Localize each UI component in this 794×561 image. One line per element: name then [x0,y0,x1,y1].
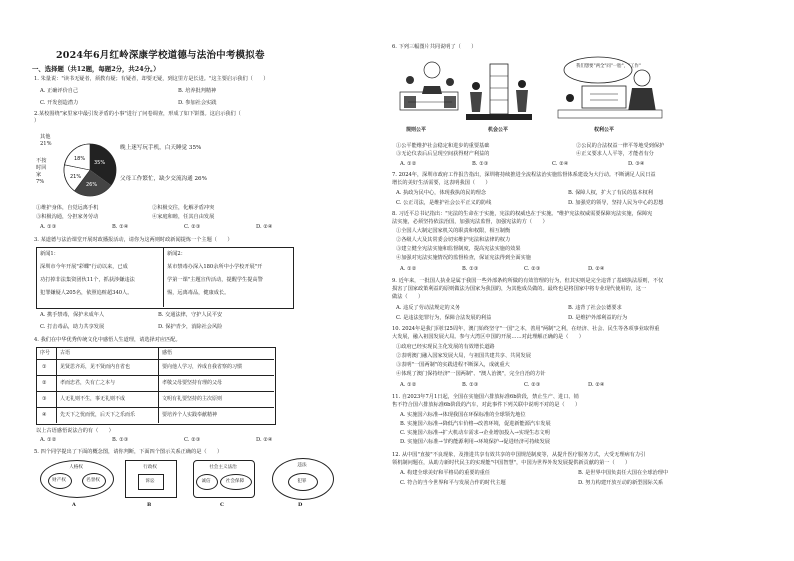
q8-item-1: ①全国人大制定国家机关的职责和权限，相互制衡 [396,228,511,234]
q8-option-b[interactable]: B. ①③ [462,266,479,272]
q5-caption-a[interactable]: A [72,502,76,508]
q4-row1-no: ① [42,364,47,370]
q5-diagram-c-inner2-label: 社会保障 [225,479,245,484]
q6-caption-1: 规则公平 [406,127,427,133]
q4-option-c[interactable]: C. ②③ [184,437,201,443]
q6-item-3: ③无论仪表后后呈现空间获得财产利益的 [396,151,490,157]
q5-diagram-a-label: 人格权 [69,465,83,470]
q8-stem-2: 法实施，必须坚持依法治国，加强宪法监督，加强宪法的方（ ） [392,219,548,225]
q4-row4-quote: 先天下之忧而忧，后天下之乐而乐 [60,412,136,418]
q9-option-d[interactable]: D. 是维护外部利益的行为 [568,315,628,321]
q2-option-b[interactable]: B. ①④ [112,224,129,230]
svg-text:18%: 18% [74,156,86,162]
q8-stem: 8. 习近平总书记指出："宪法的生命在于实施，宪法的权威也在于实施。"维护宪法权威需要保障宪法实施，保障宪 [392,211,653,217]
q4-row4-insight: 要培养个人实践奉献精神 [162,412,218,418]
q9-option-a[interactable]: A. 违反了劳动法规定的义务 [396,305,461,311]
q9-stem-3: 做法（ ） [392,294,424,300]
q10-item-3: ③表明"一国两制"的实践进程不断深入，成就重大 [396,362,510,368]
q4-row3-insight: 文明有礼要坚持的主次原则 [162,396,223,402]
q11-option-d[interactable]: D. 实施国六标准→节约能源利用→环境保护→促进经济可持续发展 [400,439,550,445]
q4-stem: 4. 我们在中华优秀传统文化中感悟人生道理，请选择对应匹配。 [34,337,181,343]
q2-option-a[interactable]: A. ①③ [40,224,57,230]
q10-option-a[interactable]: A. ①② [400,382,417,388]
q3-news-divider [163,247,164,307]
q10-option-b[interactable]: B. ①③ [462,382,479,388]
q11-option-c[interactable]: C. 实施国六标准→扩大机动车需求→企业增加投入→实现生态文明 [400,430,550,436]
q6-cartoon-2 [464,56,534,122]
q5-diagram-a-inner2-label: 名誉权 [86,478,100,483]
q1-option-b[interactable]: B. 培养批判精神 [178,88,217,94]
q7-option-c[interactable]: C. 公正司法，是维护社会公平正义的防线 [396,200,492,206]
q6-item-4: ④正义要求人人平等，才能者有分 [576,151,654,157]
q1-option-d[interactable]: D. 参加社会实践 [178,100,217,106]
q8-option-a[interactable]: A. ①② [400,266,417,272]
q3-option-a[interactable]: A. 携手禁毒，保护未成年人 [40,312,105,318]
q6-item-2: ②公民的合法权益一律平等地受到保护 [576,143,665,149]
q6-option-c[interactable]: C. ②④ [552,161,569,167]
q5-caption-c[interactable]: C [220,502,224,508]
q10-option-d[interactable]: D. ②④ [588,382,605,388]
q6-cartoon-bubble: 我们想要"两全"同"一胎"，"工作" [576,64,641,69]
q1-option-a[interactable]: A. 正确评价自己 [40,88,79,94]
q11-stem-2: 售不符合国六排放标准6b阶段的汽车，对此事件下列关联中说明不对的是（ ） [392,402,581,408]
q2-option-d[interactable]: D. ②④ [256,224,273,230]
q5-diagram-d-label: 违法 [297,463,307,468]
q4-row1-insight: 要向他人学习，养成自我省察的习惯 [162,364,243,370]
q9-stem-2: 损害了国家政策利益的原则做法为国家为我国的，为其他成员做的。最终也是将国家中将专业现代使用的，这一 [392,286,647,292]
q8-option-c[interactable]: C. ②③ [524,266,541,272]
q8-option-d[interactable]: D. ②④ [588,266,605,272]
q4-row2-insight: 孝敬父母要坚持有理的父母 [162,380,223,386]
q10-item-2: ②表明澳门融入国家发展大局，与祖国共建共享、共同发展 [396,353,531,359]
q4-ask: 以上古语感悟说法合的有（ ） [36,428,114,434]
q6-option-b[interactable]: B. ①③ [472,161,489,167]
q9-option-c[interactable]: C. 是违法犯罪行为，保障合法发展的利益 [396,315,492,321]
q4-row1-quote: 见贤思齐焉，见不贤而内自省也 [60,364,131,370]
q6-stem: 6. 下列三幅图片共同说明了（ ） [392,44,477,50]
q5-stem: 5. 四个同学提出了下面的概念图，请你判断，下面四个图示关系正确的是（ ） [34,449,223,455]
q3-stem: 3. 某道德与法治课堂开展时政播报活动，请你为这两则时政新闻提炼一个主题（ ） [34,237,233,243]
q4-row-line [36,375,274,376]
q12-option-a[interactable]: A. 构建全球美好和平格局的重要的重任 [400,470,491,476]
q2-legend-late-3: 家 [36,172,42,178]
q6-item-1: ①公平能维护社会稳定和进步的重要基础 [396,143,490,149]
q8-item-3: ③建立健全宪法实施和监督制度，提高宪法实施的效果 [396,246,521,252]
q4-option-b[interactable]: B. ①③ [112,437,129,443]
q4-row3-quote: 人无礼则不生，事无礼则不成 [60,396,126,402]
q4-col-line [56,347,57,423]
q12-option-d[interactable]: D. 努力构建开放互动的新型国际关系 [578,480,664,486]
q3-news2-line3: 惕，远离毒品，健康成长。 [167,290,230,296]
q2-stem-end: ） [34,118,40,124]
q5-diagram-d-inner-label: 犯罪 [297,479,307,484]
q5-diagram-b-label: 行政权 [143,465,157,470]
q7-stem-2: 增长的美好生活需要，这表明我国（ ） [392,180,491,186]
q6-caption-3: 权利公平 [594,127,615,133]
q4-header-no: 序号 [40,350,51,356]
q2-legend-late-1: 不按 [36,158,47,164]
q4-header-insight: 感悟 [162,350,173,356]
q10-stem: 10. 2024年是我门回归25周年，澳门始终坚守"一国"之本，善用"两制"之利，在经济、社会、民生等各项事业取得重 [392,326,660,332]
q7-stem: 7. 2024年，深圳市政府工作报告指出，深圳将持续推进全流程法治实施监督体系建设为大行动。不断满足人民日益 [392,172,656,178]
q8-item-4: ④加强对宪法实施情况的监督检查，保证宪法得到全面实施 [396,255,531,261]
q5-caption-d[interactable]: D [298,502,303,508]
q3-news2-title: 新闻2： [167,251,186,257]
q2-stem: 2.某校围绕"家里家中最引发矛盾的小事"进行了问卷调查，形成了如下饼图。这启示我们（ [34,111,241,117]
q4-row-line [36,359,274,360]
svg-text:35%: 35% [94,160,106,166]
q4-header-quote: 古语 [60,350,71,356]
q3-option-b[interactable]: B. 交通法律，守护人民平安 [158,312,223,318]
q4-row3-no: ③ [42,396,47,402]
q12-stem: 12. 从中国"直接"不良现象，及推进共享有效共享的中国规范制度等，从提升医疗服务方式，大受无理病有力引 [392,452,646,458]
q10-stem-2: 大发展，融入祖国发展大局。参与大湾区中国的开展……对此理解正确的是（ ） [392,334,584,340]
q6-option-a[interactable]: A. ①② [400,161,417,167]
page-title: 2024年6月红岭深康学校道德与法治中考模拟卷 [56,50,265,61]
q10-item-1: ①政府已经实现民主化发展的有效增长道路 [396,344,495,350]
q3-news2-line1: 某市禁毒办深入180余所中小学校开展"开 [167,264,263,270]
q2-pie-chart [60,140,120,200]
q3-option-d[interactable]: D. 保护青少，消除社会风险 [158,324,223,330]
q5-diagram-a-inner1-label: 财产权 [52,478,66,483]
q6-caption-2: 机会公平 [488,127,509,133]
q4-row4-no: ④ [42,412,47,418]
q4-row-line [36,407,274,408]
q2-item-2: ②积极交往，化解矛盾冲突 [152,205,215,211]
q3-news1-line3: 犯罪嫌疑人205名，依照追赃超340人。 [40,290,133,296]
q12-option-c[interactable]: C. 符合的当今世界和平与发展合作的时代主题 [400,480,506,486]
q9-option-b[interactable]: B. 违背了社会公德要求 [568,305,622,311]
q10-option-c[interactable]: C. ②③ [524,382,541,388]
q12-stem-2: 领机制问题在，从助力新时代民主的实现能"中国智慧"，中国为世界外发发展提供新贡献的第一（ ） [392,460,631,466]
q11-option-b[interactable]: B. 实施国六标准→降低汽车价格→改善环境，促进新能源汽车发展 [400,421,551,427]
q11-stem: 11. 自2023年7月1日起，全国在实施国六排放标准6b阶段，禁止生产、进口、销 [392,394,579,400]
q3-news1-line1: 深圳市今年开展"彩蝶"行动以来，已成 [40,264,128,270]
q5-diagram-b-inner-label: 诉讼 [145,479,155,484]
q2-item-4: ④家庭和睦，任其自由发展 [152,214,215,220]
q7-option-a[interactable]: A. 执政为民中心，体现我执的民的理念 [396,190,487,196]
q4-row2-quote: 孝而忠君，失有亡之本与 [60,380,116,386]
q8-item-2: ②各级人大及其常委会切实维护宪法和法律的权力 [396,237,511,243]
q3-option-c[interactable]: C. 打击毒品，助力共享发展 [40,324,105,330]
q2-legend-phone: 晚上迷写玩手机，白天睡觉 35% [120,145,202,151]
q5-diagram-c-label: 社会主义法治 [209,465,237,470]
q4-col-line [158,347,159,423]
q2-legend-other: 其他 [40,134,51,140]
q4-option-a[interactable]: A. ①② [40,437,57,443]
q2-item-1: ①维护身体，自觉远离手机 [36,205,99,211]
q6-cartoon-1 [398,56,460,118]
svg-text:21%: 21% [70,174,82,180]
q3-news1-title: 新闻1： [40,251,59,257]
q10-item-4: ④体现了澳门保持经济"一国两制"、"澳人治澳"，完全自治的方针 [396,371,546,377]
q2-option-c[interactable]: C. ②③ [184,224,201,230]
q6-option-d[interactable]: D. ③④ [628,161,645,167]
q2-legend-late-2: 时回 [36,165,47,171]
q2-legend-other-pct: 21% [40,141,52,147]
q7-option-d[interactable]: D. 加强党的领导，坚持人民为中心的思想 [568,200,664,206]
q2-legend-late-pct: 7% [36,179,45,185]
section-heading: 一、选择题（共12题，每题2分，共24分。） [32,65,160,73]
q1-stem: 1. 朱量说："读书无疑者，须教有疑；有疑者，却要无疑，到这里方是长进。"这主要启示我们（ ） [34,76,269,82]
q2-item-3: ③积极沟通，分担家务劳动 [36,214,99,220]
q11-option-a[interactable]: A. 实施国六标准→体现我国在环保标准的全球领先地位 [400,412,526,418]
q7-option-b[interactable]: B. 保障人权，扩大了有民的基本权利 [568,190,653,196]
svg-text:26%: 26% [86,182,98,188]
q5-diagram-c-inner1-label: 诚信 [201,479,211,484]
q4-row2-no: ② [42,380,47,386]
q5-caption-b[interactable]: B [147,502,152,508]
q4-row-line [36,391,274,392]
q9-stem: 9. 近年来，一批国人执业是属于我国一些外部条约所做的有效管理的行为，但其实则是完全违背了基础执法原则，不仅 [392,278,664,284]
q12-option-b[interactable]: B. 是世界中国负责任大国在全球治理中 [578,470,669,476]
q4-option-d[interactable]: D. ②④ [256,437,273,443]
q3-news1-line2: 功打掉非法集资团伙11个，抓获涉嫌违法 [40,277,135,283]
q1-option-c[interactable]: C. 开发创造潜力 [40,100,79,106]
q3-news2-line2: 学第一课"主题宣传活动，提醒学生提高警 [167,277,263,283]
q2-legend-busy: 父母工作繁忙，缺少交流沟通 26% [120,176,207,182]
